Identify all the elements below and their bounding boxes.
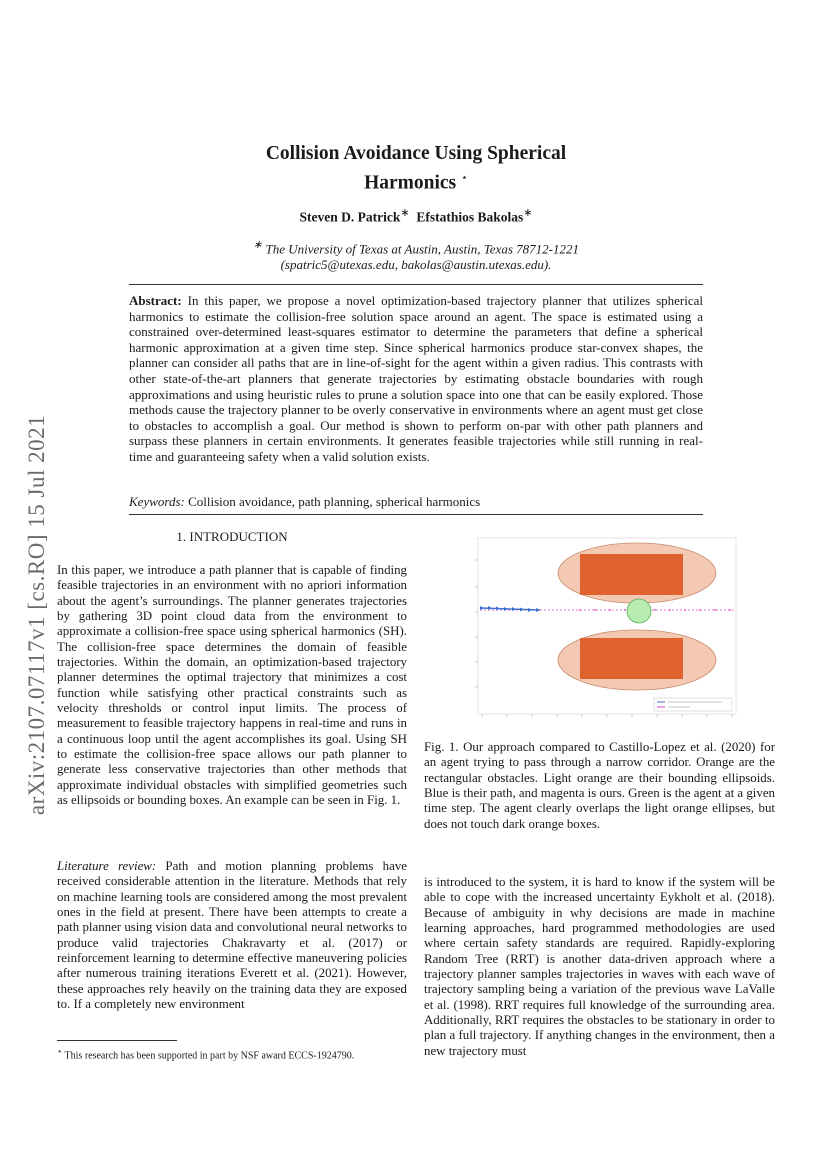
keywords [129, 494, 703, 510]
abstract-label: Abstract: [129, 293, 182, 308]
author-mark: ∗ [400, 207, 410, 219]
affiliation-line-2: (spatric5@utexas.edu, bakolas@austin.utexas.edu). [280, 257, 552, 273]
obstacle-box-bottom [580, 638, 683, 679]
title-line-1: Collision Avoidance Using Spherical [265, 143, 567, 164]
footnote-mark: ⋆ [57, 1047, 63, 1056]
arxiv-id-text: arXiv:2107.07117v1 [cs.RO] 15 Jul 2021 [24, 414, 49, 816]
keywords-label: Keywords: [129, 494, 185, 509]
intro-paragraph-1: In this paper, we introduce a path planner that is capable of finding feasible trajectories in an environment with no apriori information about the agent’s surroundings. The planner generates trajectories by gathering 3D point cloud data from the environment to approximate a collision-free space using spherical harmonics (SH). The collision-free space determines the domain of feasible trajectories. Within the domain, an optimization-based trajectory planner determines the optimal trajectory that minimizes a cost function while satisfying other practical constraints such as velocity thresholds or control input limits. The process of measurement to feasible trajectory happens in real-time and runs in a continuous loop until the agent accomplishes its goal. Using SH to estimate the collision-free space allows our path planner to generate less conservative trajectories than other methods that approximate individual obstacles with simplified geometries such as ellipsoids or bounding boxes. An example can be seen in Fig. 1. [57, 563, 407, 808]
title-line-2: Harmonics [364, 172, 457, 194]
footnote-rule [57, 1040, 177, 1041]
abstract [129, 293, 703, 465]
literature-review-label: Literature review: [57, 859, 157, 873]
obstacle-box-top [580, 554, 683, 595]
figure-caption: Fig. 1. Our approach compared to Castillo-Lopez et al. (2020) for an agent trying to pass through a narrow corridor. Orange are the rectangular obstacles. Light orange are their bounding ellipsoids. Blue is their path, and magenta is ours. Green is the agent at a given time step. The agent clearly overlaps the light orange ellipses, but does not touch dark orange boxes. [424, 740, 775, 831]
figure-1-plot [460, 532, 742, 728]
section-heading: 1. INTRODUCTION [176, 529, 288, 544]
abstract-bottom-rule [129, 514, 703, 515]
literature-review-text: Path and motion planning problems have received considerable attention in the literature. Methods that rely on machine learning tools are considered among the most prevalent ones in the field at present. There have been attempts to create a path planner using vision data and convolutional neural networks to produce valid trajectories Chakravarty et al. (2017) or reinforcement learning to determine effective maneuvering policies after numerous training iterations Everett et al. (2021). However, these approaches rely heavily on the training data they are exposed to. If a completely new environment [57, 859, 407, 1012]
author-mark: ∗ [523, 207, 533, 219]
title-footnote-mark: ⋆ [461, 172, 468, 184]
abstract-top-rule [129, 284, 703, 285]
paper-title [200, 142, 632, 196]
abstract-text: In this paper, we propose a novel optimization-based trajectory planner that utilizes spherical harmonics to estimate the collision-free solution space around an agent. The space is estimated using a constrained over-determined least-squares estimator to determine the parameters that define a spherical harmonic approximation at a given time step. Since spherical harmonics produce star-convex shapes, the planner can consider all paths that are in line-of-sight for the agent within a given radius. This contrasts with other state-of-the-art planners that generate trajectories by estimating obstacle boundaries with rough approximations and using heuristic rules to prune a solution space into one that can be easily explored. Those methods cause the trajectory planner to be overly conservative in environments where an agent must get close to obstacles to accomplish a goal. Our method is shown to perform on-par with other path planners and surpass these planners in certain environments. It generates feasible trajectories while still running in real-time and guaranteeing safety when a valid solution exists. [129, 293, 703, 464]
intro-paragraph-2 [57, 859, 407, 1012]
author-name: Efstathios Bakolas [416, 209, 524, 225]
footnote [57, 1045, 407, 1062]
arxiv-identifier [22, 370, 52, 860]
affiliation-mark: ∗ [253, 239, 263, 251]
intro-paragraph-3: is introduced to the system, it is hard to know if the system will be able to cope with the increased uncertainty Eykholt et al. (2018). Because of ambiguity in why decisions are made in machine learning approaches, hard programmed methodologies are used where certain safety standards are required. Rapidly-exploring Random Tree (RRT) is another data-driven approach where a trajectory planner samples trajectories in waves with each wave of trajectory sampling being a variation of the previous wave LaValle et al. (1998). RRT requires full knowledge of the surrounding area. Additionally, RRT requires the obstacles to be stationary in order to plan a full trajectory. If anything changes in the environment, then a new trajectory must [424, 875, 775, 1058]
footnote-text: This research has been supported in part by NSF award ECCS-1924790. [64, 1050, 355, 1062]
author-name: Steven D. Patrick [299, 209, 401, 225]
author-list [150, 206, 682, 226]
legend-box [654, 698, 732, 711]
keywords-text: Collision avoidance, path planning, spherical harmonics [188, 494, 481, 509]
affiliation-line-1: The University of Texas at Austin, Austin, Texas 78712-1221 [265, 241, 579, 257]
agent-circle [627, 599, 651, 623]
affiliation [150, 237, 682, 273]
